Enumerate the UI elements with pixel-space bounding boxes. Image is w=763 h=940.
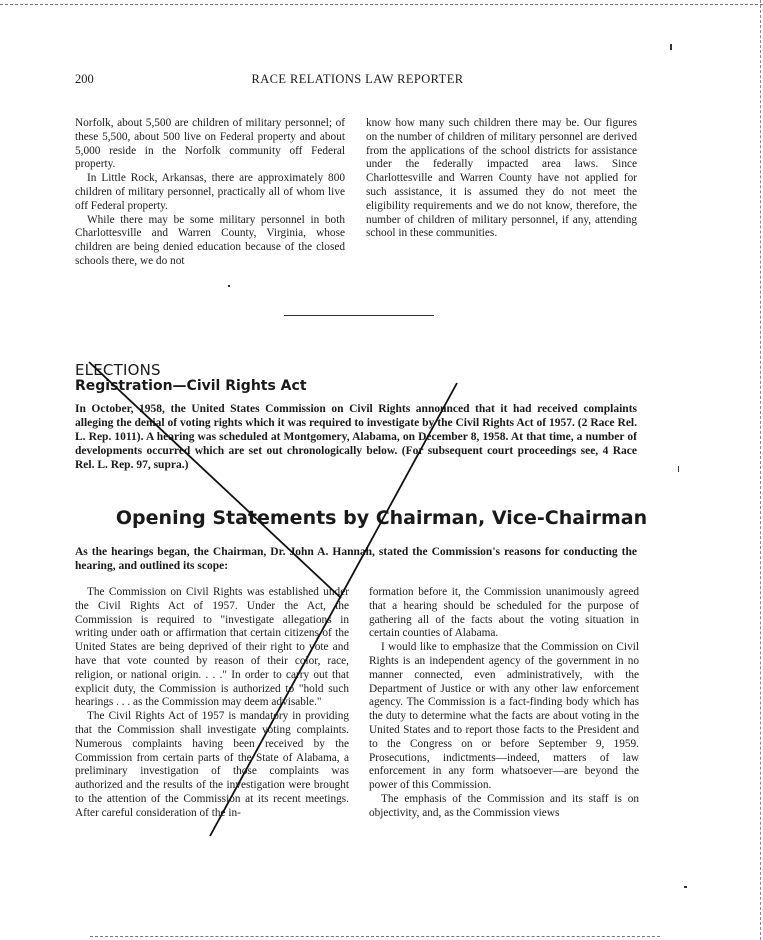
paragraph: The emphasis of the Commission and its staff is on objectivity, and, as the Commission views xyxy=(369,792,639,819)
cross-stroke-main xyxy=(210,383,457,836)
section-intro: In October, 1958, the United States Commission on Civil Rights announced that it had received complaints alleging the denial of voting rights which it was required to investigate by the Civil Rights Act of 1957. (2 Race Rel. L. Rep. 1011). A hearing was scheduled at Montgomery, Alabama, on December 8, 1958. At that time, a number of developments occurred which are set out chronologically below. (For subsequent court proceedings see, 4 Race Rel. L. Rep. 97, supra.) xyxy=(75,403,637,471)
paragraph: Norfolk, about 5,500 are children of military personnel; of these 5,500, about 500 live on Federal property and about 5,000 reside in the Norfolk community off Federal property. xyxy=(75,117,345,171)
paragraph: formation before it, the Commission unanimously agreed that a hearing should be scheduled for the purpose of gathering all of the facts about the voting situation in certain counties of Alabama. xyxy=(369,586,639,640)
paragraph: The Civil Rights Act of 1957 is mandatory in providing that the Commission shall investigate voting complaints. Numerous complaints having been received by the Commission from certain parts of the State of Alabama, a preliminary investigation of those complaints was authorized and the results of the investigation were brought to the attention of the Commission at its recent meetings. After careful consideration of the in- xyxy=(75,710,349,819)
paragraph: In Little Rock, Arkansas, there are approximately 800 children of military personnel, practically all of whom live off Federal property. xyxy=(75,172,345,212)
page-number: 200 xyxy=(75,72,94,86)
article-lead: As the hearings began, the Chairman, Dr. John A. Hannah, stated the Commission's reasons for conducting the hearing, and outlined its scope: xyxy=(75,546,637,572)
paragraph: The Commission on Civil Rights was established under the Civil Rights Act of 1957. Under the Act, the Commission is required to "investigate allegations in writing under oath or affirmation that certain citizens of the United States are being deprived of their right to vote and have that vote counted by reason of their color, race, religion, or national origin. . . ." In order to carry out that explicit duty, the Commission is authorized to "hold such hearings . . . as the Commission may deem advisable." xyxy=(75,586,349,709)
article-title: Opening Statements by Chairman, Vice-Chairman xyxy=(115,507,648,529)
paragraph: I would like to emphasize that the Commission on Civil Rights is an independent agency of the government in no manner connected, even administratively, with the Department of Justice or with any other law enforcement agency. The Commission is a fact-finding body which has the duty to determine what the facts are about voting in the United States and to report those facts to the President and to the Congress on or before September 9, 1959. Prosecutions, indictments—indeed, matters of law enforcement in any form whatsoever—are beyond the power of this Commission. xyxy=(369,641,639,792)
subsection-heading: Registration—Civil Rights Act xyxy=(75,378,307,394)
scan-speck xyxy=(678,466,679,472)
section-heading: ELECTIONS xyxy=(75,361,161,379)
scan-speck xyxy=(228,285,230,287)
paragraph: While there may be some military personnel in both Charlottesville and Warren County, Virginia, whose children are being denied education because of the closed schools there, we do not xyxy=(75,213,345,267)
paragraph: know how many such children there may be. Our figures on the number of children of military personnel are derived from the applications of the school districts for assistance under the federally impacted area laws. Since Charlottesville and Warren County have not applied for such assistance, it is assumed they do not meet the eligibility requirements and we do not know, therefore, the number of children of military personnel, if any, attending school in these communities. xyxy=(366,117,637,240)
scan-speck xyxy=(684,886,687,888)
scan-speck xyxy=(670,44,672,50)
running-title: RACE RELATIONS LAW REPORTER xyxy=(251,72,464,86)
cross-stroke-main xyxy=(89,362,341,598)
